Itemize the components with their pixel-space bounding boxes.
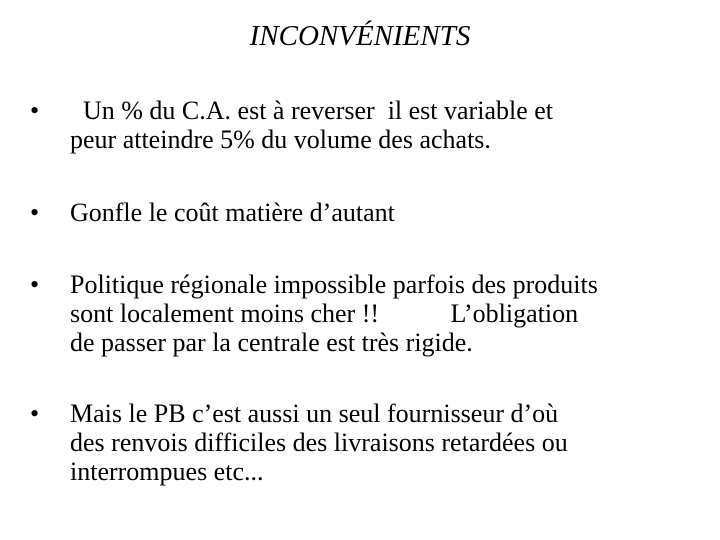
bullet-line: sont localement moins cher !! L’obligation [70,299,579,328]
bullet-line: Mais le PB c’est aussi un seul fournisseur d’où [70,399,559,428]
bullet-line: des renvois difficiles des livraisons retardées ou [70,428,568,457]
bullet-text [70,96,690,154]
bullet-line: peur atteindre 5% du volume des achats. [70,125,491,154]
bullet-line: Gonfle le coût matière d’autant [70,198,395,227]
bullet-marker: • [30,270,40,299]
bullet-line: Politique régionale impossible parfois des produits [70,270,598,299]
bullet-text [70,198,690,227]
bullet-text [70,399,690,486]
bullet-line: de passer par la centrale est très rigide. [70,328,473,357]
bullet-marker: • [30,198,40,227]
bullet-marker: • [30,96,40,125]
bullet-line: interrompues etc... [70,457,264,486]
bullet-text [70,270,690,357]
bullet-line: Un % du C.A. est à reverser il est variable et [70,96,554,125]
slide-title-text: INCONVÉNIENTS [249,20,471,52]
bullet-marker: • [30,399,40,428]
slide-title [0,18,720,54]
